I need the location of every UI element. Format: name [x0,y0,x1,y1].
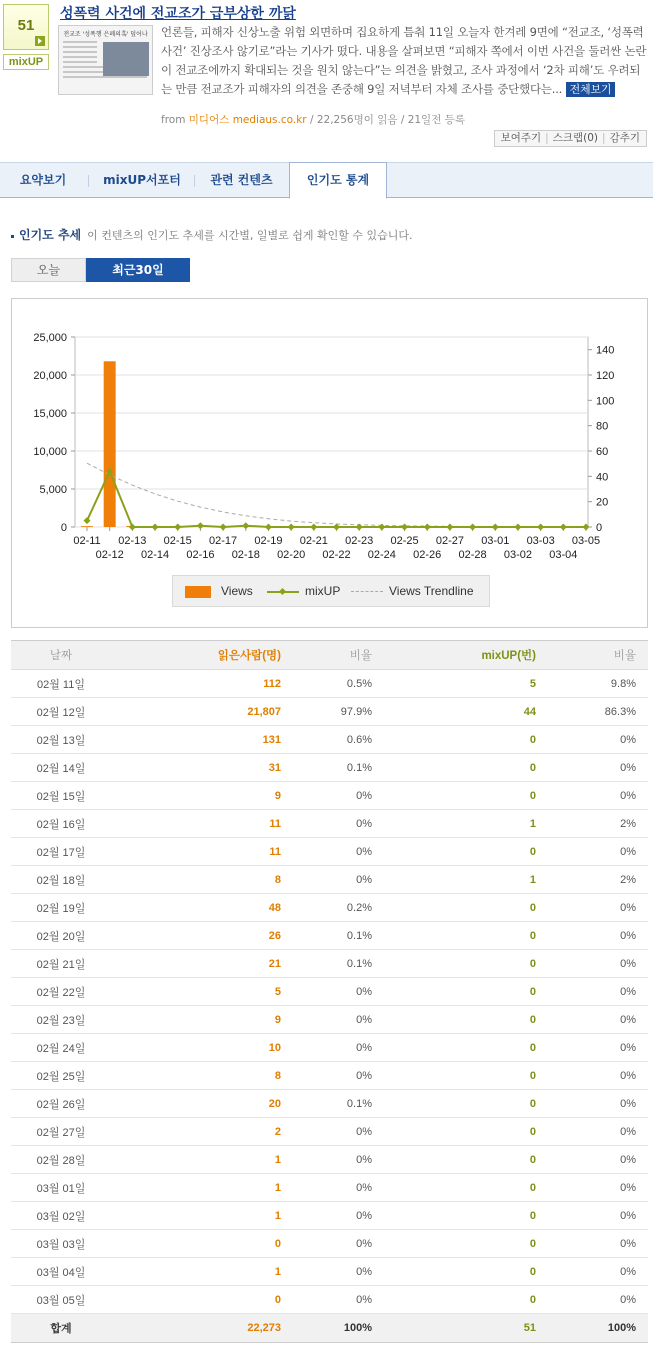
cell-mixup: 0 [376,894,540,922]
cell-mixup: 0 [376,1062,540,1090]
cell-date: 02월 14일 [11,754,111,782]
cell-mixup-ratio: 0% [540,1286,648,1314]
thumbnail-text-line [63,61,97,63]
table-row [11,1006,648,1034]
header-mixup-ratio: 비율 [540,641,648,670]
tab-related-content[interactable]: 관련 컨텐츠 [210,173,273,187]
cell-date: 02월 18일 [11,866,111,894]
x-tick-label: 02-28 [458,549,487,561]
cell-date: 02월 28일 [11,1146,111,1174]
cell-mixup-ratio: 0% [540,1062,648,1090]
table-row [11,1062,648,1090]
table-row [11,978,648,1006]
thumbnail-photo [103,42,149,76]
cell-readers-ratio: 0% [285,1202,376,1230]
cell-date: 02월 23일 [11,1006,111,1034]
x-tick-label: 02-14 [140,549,170,561]
popularity-chart [11,298,648,628]
cell-readers: 2 [111,1118,285,1146]
y-left-tick-label: 20,000 [33,370,67,382]
header-readers-ratio: 비율 [285,641,376,670]
article-tools [494,130,647,147]
table-header-row [11,641,648,670]
cell-date: 02월 15일 [11,782,111,810]
cell-date: 02월 22일 [11,978,111,1006]
tab-summary[interactable]: 요약보기 [19,173,67,187]
table-body [11,670,648,1343]
cell-mixup-ratio: 0% [540,782,648,810]
cell-date: 02월 13일 [11,726,111,754]
cell-mixup-ratio: 2% [540,810,648,838]
legend-views [185,576,253,606]
total-cell-readers-ratio: 100% [285,1314,376,1343]
tab-popularity-stats[interactable]: 인기도 통계 [289,162,387,199]
cell-mixup-ratio: 0% [540,1258,648,1286]
cell-date: 03월 05일 [11,1286,111,1314]
cell-mixup: 0 [376,1146,540,1174]
x-tick-label: 02-19 [254,535,283,547]
y-right-tick-label: 20 [596,496,609,509]
cell-date: 02월 26일 [11,1090,111,1118]
cell-readers-ratio: 0% [285,1258,376,1286]
x-tick-label: 02-22 [322,549,351,561]
table-row [11,922,648,950]
table-row [11,1118,648,1146]
play-arrow-icon[interactable] [35,36,45,46]
thumbnail-text-line [63,46,97,48]
cell-mixup: 0 [376,1034,540,1062]
article-summary [161,23,647,99]
table-row [11,670,648,698]
cell-date: 02월 12일 [11,698,111,726]
cell-readers: 0 [111,1230,285,1258]
total-cell-readers: 22,273 [111,1314,285,1343]
cell-mixup-ratio: 0% [540,894,648,922]
x-tick-label: 02-15 [163,535,192,547]
cell-readers-ratio: 0% [285,810,376,838]
mixup-count-box[interactable] [3,4,49,50]
thumbnail-headline: 전교조 '성폭행 은폐의혹' 덮어나 [63,31,148,38]
stats-table [11,640,648,1343]
cell-readers: 26 [111,922,285,950]
x-tick-label: 03-02 [503,549,533,561]
cell-readers-ratio: 0% [285,1146,376,1174]
cell-readers-ratio: 0.6% [285,726,376,754]
table-row [11,1258,648,1286]
table-row [11,1230,648,1258]
legend-views-label: Views [221,584,253,598]
chart-legend [172,575,490,607]
x-tick-label: 03-04 [549,549,578,561]
legend-trendline-label: Views Trendline [389,584,474,598]
x-tick-label: 02-16 [186,549,215,561]
period-today-button[interactable]: 오늘 [11,258,86,282]
cell-mixup-ratio: 2% [540,866,648,894]
cell-readers: 131 [111,726,285,754]
table-row [11,1146,648,1174]
cell-readers-ratio: 0% [285,782,376,810]
legend-mixup [267,576,340,606]
cell-mixup: 0 [376,978,540,1006]
article-meta [161,112,465,127]
bullet-icon [11,235,14,238]
table-row [11,838,648,866]
y-left-tick-label: 15,000 [33,408,67,420]
cell-readers-ratio: 0% [285,1034,376,1062]
tab-separator [88,175,89,187]
cell-mixup: 1 [376,866,540,894]
cell-readers-ratio: 0% [285,1286,376,1314]
mixup-badge[interactable] [3,4,49,72]
cell-readers: 112 [111,670,285,698]
cell-mixup: 0 [376,838,540,866]
x-tick-label: 02-13 [118,535,147,547]
cell-readers-ratio: 0.5% [285,670,376,698]
tool-separator: | [602,132,606,144]
period-30days-button[interactable]: 최근30일 [86,258,190,282]
cell-date: 02월 27일 [11,1118,111,1146]
table-row [11,866,648,894]
cell-readers-ratio: 0.1% [285,1090,376,1118]
cell-readers-ratio: 0% [285,1118,376,1146]
cell-readers-ratio: 0.1% [285,754,376,782]
x-tick-label: 02-25 [390,535,419,547]
cell-readers-ratio: 0% [285,866,376,894]
cell-mixup-ratio: 9.8% [540,670,648,698]
table-row [11,810,648,838]
cell-readers-ratio: 0% [285,978,376,1006]
thumbnail-text-line [63,76,147,78]
table-row [11,894,648,922]
header-date: 날짜 [11,641,111,670]
total-cell-mixup-ratio: 100% [540,1314,648,1343]
table-row [11,1034,648,1062]
cell-readers-ratio: 0.2% [285,894,376,922]
hide-button[interactable]: 감추기 [609,132,640,144]
y-right-tick-label: 100 [596,395,615,408]
table-row [11,1174,648,1202]
cell-mixup: 1 [376,810,540,838]
x-tick-label: 02-23 [345,535,374,547]
cell-date: 02월 20일 [11,922,111,950]
cell-readers: 20 [111,1090,285,1118]
cell-mixup-ratio: 0% [540,1174,648,1202]
table-row [11,782,648,810]
cell-readers: 1 [111,1146,285,1174]
section-header [11,226,413,243]
cell-readers-ratio: 0.1% [285,922,376,950]
cell-readers: 11 [111,838,285,866]
cell-mixup-ratio: 0% [540,1090,648,1118]
tool-separator: | [545,132,549,144]
x-tick-label: 02-11 [73,535,101,547]
show-button[interactable]: 보여주기 [500,132,542,144]
legend-trendline-swatch [351,591,383,592]
header-readers: 읽은사람(명) [111,641,285,670]
thumbnail-text-line [63,51,97,53]
cell-readers: 8 [111,1062,285,1090]
cell-mixup: 0 [376,1006,540,1034]
cell-readers: 21 [111,950,285,978]
cell-mixup-ratio: 0% [540,1146,648,1174]
cell-readers: 8 [111,866,285,894]
total-cell-mixup: 51 [376,1314,540,1343]
mixup-count: 51 [17,17,35,34]
legend-views-swatch [185,586,211,598]
cell-mixup-ratio: 0% [540,726,648,754]
section-description: 이 컨텐츠의 인기도 추세를 시간별, 일별로 쉽게 확인할 수 있습니다. [87,229,413,242]
cell-date: 02월 24일 [11,1034,111,1062]
cell-readers: 48 [111,894,285,922]
cell-readers-ratio: 0% [285,1062,376,1090]
meta-stats: / 22,256명이 읽음 / 21일전 등록 [309,114,465,126]
summary-text: 언론들, 피해자 신상노출 위험 외면하며 집요하게 틈춰 11일 오늘자 한겨레 9면에 “전교조, ‘성폭력 사건’ 진상조사 않기로”라는 기사가 떴다. 내용을 살펴보면 “피해자 쪽에서 이번 사건을 둘러싼 논란이 전교조에까지 확대되는 것을 원치 않는다”는 의견을 밝혔고, 조사 과정에서 ‘2차 피해’도 우려되는 만큼 전교조가 피해자의 의견을 존중해 9일 저녁부터 자체 조사를 중단했다는... [161,25,647,96]
cell-date: 03월 03일 [11,1230,111,1258]
tab-mixup-supporter[interactable]: mixUP서포터 [103,173,181,187]
plot-area [75,337,588,527]
y-right-tick-label: 140 [596,344,615,357]
x-tick-label: 02-17 [209,535,238,547]
tab-bar [0,162,653,198]
table-row [11,754,648,782]
article-thumbnail[interactable] [58,25,153,95]
table-row [11,1090,648,1118]
cell-mixup-ratio: 86.3% [540,698,648,726]
cell-readers: 31 [111,754,285,782]
cell-mixup: 0 [376,1202,540,1230]
cell-mixup: 0 [376,1286,540,1314]
y-right-tick-label: 40 [596,471,609,484]
table-row [11,950,648,978]
cell-readers: 21,807 [111,698,285,726]
cell-readers: 1 [111,1174,285,1202]
x-tick-label: 02-12 [95,549,124,561]
x-tick-label: 03-03 [526,535,555,547]
cell-date: 02월 16일 [11,810,111,838]
cell-readers: 1 [111,1202,285,1230]
view-full-button[interactable]: 전체보기 [566,82,616,97]
cell-mixup: 0 [376,1230,540,1258]
x-tick-label: 02-26 [413,549,442,561]
y-left-tick-label: 10,000 [33,446,67,458]
cell-mixup-ratio: 0% [540,1034,648,1062]
y-right-tick-label: 80 [596,420,609,433]
cell-date: 02월 17일 [11,838,111,866]
y-right-tick-label: 0 [596,522,603,534]
header-mixup: mixUP(번) [376,641,540,670]
cell-readers-ratio: 0% [285,1230,376,1258]
table-row [11,1286,648,1314]
cell-mixup: 0 [376,1118,540,1146]
cell-mixup-ratio: 0% [540,1118,648,1146]
cell-mixup-ratio: 0% [540,1230,648,1258]
cell-mixup: 0 [376,754,540,782]
table-total-row [11,1314,648,1343]
source-link[interactable]: 미디어스 mediaus.co.kr [188,114,307,126]
article-title[interactable]: 성폭력 사건에 전교조가 급부상한 까닭 [60,6,296,22]
cell-date: 02월 21일 [11,950,111,978]
cell-mixup-ratio: 0% [540,1202,648,1230]
x-tick-label: 02-18 [231,549,260,561]
y-left-tick-label: 25,000 [33,332,67,344]
cell-mixup: 0 [376,950,540,978]
cell-readers-ratio: 0% [285,1174,376,1202]
views-bar [104,361,116,527]
x-tick-label: 03-05 [571,535,601,547]
cell-readers: 1 [111,1258,285,1286]
cell-readers: 10 [111,1034,285,1062]
scrap-button[interactable]: 스크랩(0) [552,132,599,144]
cell-mixup: 0 [376,726,540,754]
mixup-logo[interactable]: mixUP [3,54,49,70]
cell-date: 02월 19일 [11,894,111,922]
x-tick-label: 03-01 [481,535,510,547]
cell-readers: 9 [111,1006,285,1034]
meta-from: from [161,114,186,126]
x-tick-label: 02-24 [367,549,396,561]
cell-mixup-ratio: 0% [540,1006,648,1034]
thumbnail-text-line [63,56,97,58]
table-row [11,698,648,726]
cell-mixup: 0 [376,922,540,950]
cell-readers: 0 [111,1286,285,1314]
y-right-tick-label: 60 [596,446,609,458]
cell-mixup: 0 [376,1258,540,1286]
legend-mixup-swatch [267,591,299,593]
x-tick-label: 02-20 [277,549,306,561]
views-bar [81,526,93,527]
cell-date: 02월 11일 [11,670,111,698]
thumbnail-text-line [63,41,97,43]
x-tick-label: 02-27 [435,535,464,547]
cell-readers: 11 [111,810,285,838]
cell-mixup: 44 [376,698,540,726]
legend-trendline [351,576,474,606]
cell-mixup-ratio: 0% [540,754,648,782]
cell-date: 02월 25일 [11,1062,111,1090]
cell-mixup: 0 [376,782,540,810]
cell-mixup-ratio: 0% [540,922,648,950]
cell-readers: 5 [111,978,285,1006]
cell-mixup: 0 [376,1090,540,1118]
y-right-tick-label: 120 [596,370,615,382]
cell-date: 03월 04일 [11,1258,111,1286]
y-left-tick-label: 0 [60,522,67,534]
y-left-tick-label: 5,000 [39,484,67,496]
cell-readers-ratio: 0% [285,838,376,866]
cell-date: 03월 01일 [11,1174,111,1202]
legend-mixup-label: mixUP [305,584,341,598]
x-tick-label: 02-21 [299,535,328,547]
cell-date: 03월 02일 [11,1202,111,1230]
cell-mixup-ratio: 0% [540,950,648,978]
total-cell-date: 합계 [11,1314,111,1343]
cell-readers-ratio: 97.9% [285,698,376,726]
cell-readers-ratio: 0% [285,1006,376,1034]
cell-mixup-ratio: 0% [540,838,648,866]
table-row [11,726,648,754]
cell-readers: 9 [111,782,285,810]
section-title: 인기도 추세 [19,228,82,242]
cell-mixup: 5 [376,670,540,698]
cell-mixup-ratio: 0% [540,978,648,1006]
cell-readers-ratio: 0.1% [285,950,376,978]
table-row [11,1202,648,1230]
cell-mixup: 0 [376,1174,540,1202]
